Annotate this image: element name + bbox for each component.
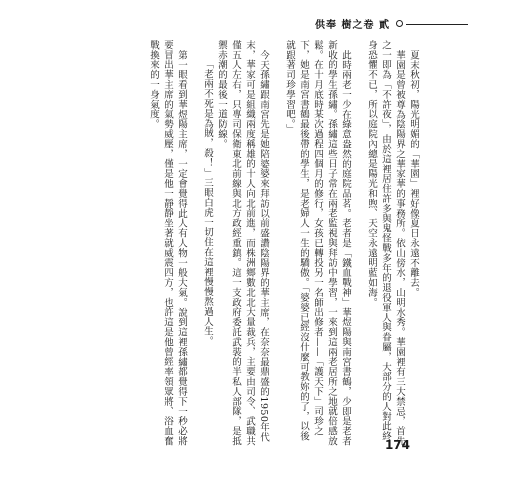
header-rule [406,24,468,25]
paragraph-gap [188,40,200,450]
paragraph-6: 第一眼看到華煜陽主席，一定會覺得此人有人物一般大氣。說到這裡孫繡都覺得下一秒必將要冒出華主席的氣勢威壓，僅是他一靜靜坐著就威震四方，也許這是他曾經率領眾將、浴血奮戰換來的一身氣度。 [148,40,187,446]
paragraph-gap [270,40,282,450]
paragraph-3: 此時兩老一少在綠意盎然的庭院品茗。老者是「鐵血戰神」華煜陽與南宮書鶴，少即是老者新收的學生孫繡。孫繡這些日子常在兩老監視與拜訪中學習，一來到這兩老居所之地就倍感放鬆。在十月底時某次過程四個月的修行，女孩已轉投另一名師出修者——「護天下」司珍之下，她是南宮書鶴最後帶的學生，是老婦人一生的驕傲。「婆婆已經沒什麼可教妳的了，以後就跟著司珍學習吧。」 [284,40,351,446]
paragraph-2: 華園是曾被尊為陰陽界之華家華的事務所。依山傍水，山明水秀。華園裡有三大禁忌，首先之一即為「不許夜」，由於這裡居住許多與鬼怪戰多年的退役軍人與眷屬，大部分的人對此終身恐懼不已，所以庭院內總是陽光和煦、天空永遠明藍如海。 [366,40,405,446]
paragraph-gap [352,40,364,450]
paragraph-1: 夏末秋初，陽光明媚的「華園」裡好像夏日永遠不離去。 [408,49,419,297]
page-number: 174 [384,438,410,452]
chapter-title: 供奉 樹之卷 貳 [315,20,390,31]
paragraph-4: 今天孫繡跟南宮先是她陪婆婆來拜訪以前盛讚陰陽界的華主席，在奈奈最鼎盛的1950年代末，華家可是組織兩度稱雄的十人向北前進，而株洲鄉數北北大量裁兵，主要由司令、武職共僅五人左右，只專司保衛東北前線與北方政經重鎮。這一支政府委託武裝的半私人部隊，是抵禦赤潮的最後一道防線。 [216,40,269,446]
running-header [315,16,468,31]
paragraph-quote: 「老兩不死是為賊，殺！」三眼白虎一切住在這裡慢慢熬過人生。 [202,59,213,347]
body-text [146,40,420,450]
header-circle-ornament [396,20,403,27]
